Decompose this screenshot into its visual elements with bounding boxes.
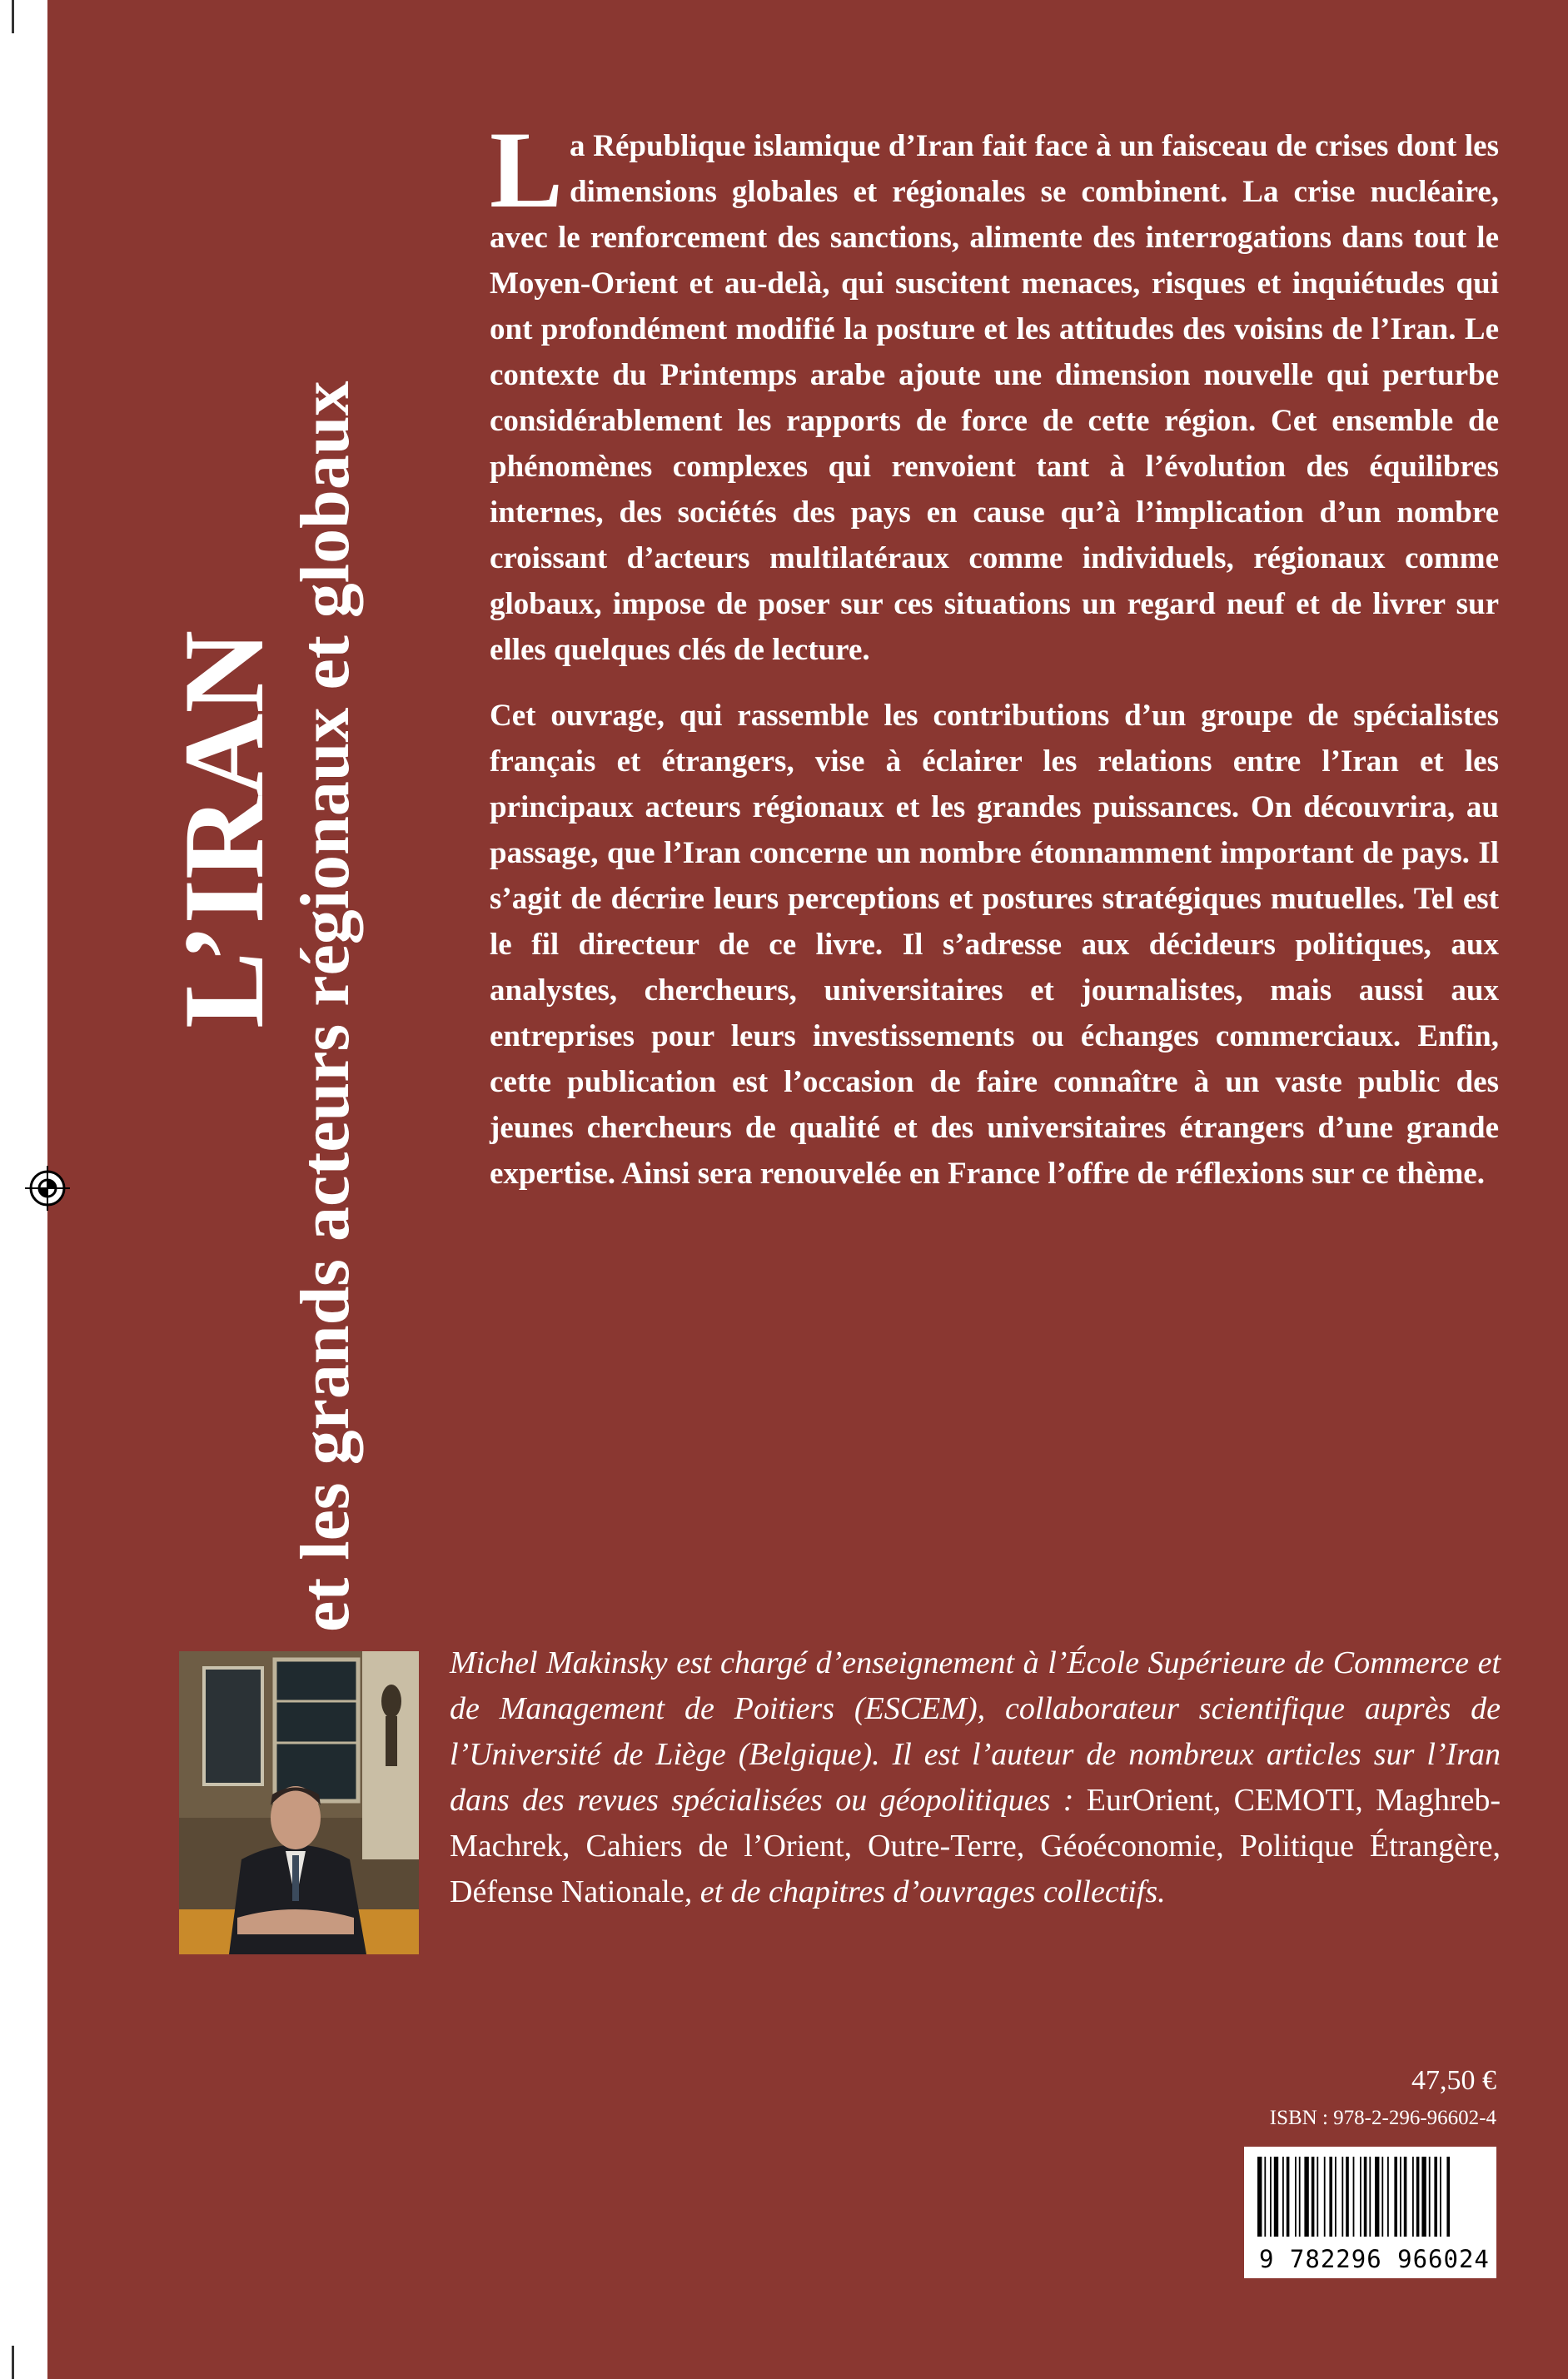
barcode-bar: [1329, 2157, 1332, 2237]
separator: ,: [1355, 1783, 1376, 1818]
barcode-bar: [1440, 2157, 1441, 2237]
barcode-bar: [1312, 2157, 1315, 2237]
publication: Cahiers de l’Orient: [585, 1829, 844, 1864]
blurb-paragraph-2: Cet ouvrage, qui rassemble les contributions d’un groupe de spécialistes français et étrangers, vise à éclairer les relations entre l’Iran et les principaux acteurs régionaux et les grandes puissances. On découvrira, au passage, que l’Iran concerne un nombre étonnamment important de pays. Il s’agit de décrire leurs perceptions et postures stratégiques mutuelles. Tel est le fil directeur de ce livre. Il s’adresse aux décideurs politiques, aux analystes, chercheurs, universitaires et journalistes, mais aussi aux entreprises pour leurs investissements ou échanges commerciaux. Enfin, cette publication est l’occasion de faire connaître à un vaste public des jeunes chercheurs de qualité et des universitaires étrangers d’une grande expertise. Ainsi sera renouvelée en France l’offre de réflexions sur ce thème.: [490, 699, 1499, 1191]
barcode-bar: [1299, 2157, 1301, 2237]
barcode-digits: 9 782296 966024: [1259, 2245, 1490, 2273]
barcode-bar: [1346, 2157, 1349, 2237]
separator: ,: [562, 1829, 586, 1864]
crop-mark: [12, 2346, 14, 2379]
separator: ,: [1212, 1783, 1234, 1818]
blurb-paragraph-1: [490, 108, 1499, 673]
barcode-bar: [1364, 2157, 1367, 2237]
author-bio-outro: , et de chapitres d’ouvrages collectifs.: [684, 1874, 1166, 1909]
barcode-bar: [1324, 2157, 1326, 2237]
barcode-bar: [1360, 2157, 1361, 2237]
barcode-bar: [1335, 2157, 1337, 2237]
barcode-bar: [1421, 2157, 1426, 2237]
author-bio-intro: Michel Makinsky est chargé d’enseignement à l’École Supérieure de Commerce et de Management de Poitiers (ESCEM), collaborateur scientifique auprès de l’Université de Liège (Belgique). Il est l’auteur de nombreux articles sur l’Iran dans des revues spécialisées ou géopolitiques :: [450, 1645, 1501, 1818]
title-subtitle: et les grands acteurs régionaux et globaux: [286, 381, 364, 1632]
barcode-bar: [1282, 2157, 1284, 2237]
barcode-bar: [1353, 2157, 1355, 2237]
publication: Géoéconomie: [1040, 1829, 1217, 1864]
separator: ,: [1216, 1829, 1240, 1864]
barcode-bar: [1317, 2157, 1318, 2237]
barcode-bar: [1434, 2157, 1437, 2237]
barcode-bar: [1270, 2157, 1272, 2237]
publication: Maghreb-Machrek: [450, 1783, 1501, 1864]
title-main: L’IRAN: [160, 630, 287, 1028]
barcode-bar: [1416, 2157, 1420, 2237]
barcode-bar: [1264, 2157, 1266, 2237]
author-photo: [179, 1651, 419, 1954]
publication: Outre-Terre: [868, 1829, 1017, 1864]
barcode-bar: [1381, 2157, 1383, 2237]
barcode-bar: [1274, 2157, 1278, 2237]
barcode-bar: [1446, 2157, 1450, 2237]
separator: ,: [1492, 1829, 1501, 1864]
barcode: [1244, 2147, 1496, 2278]
barcode-bar: [1375, 2157, 1379, 2237]
author-bio-text: [450, 1640, 1501, 1915]
publication: Défense Nationale: [450, 1874, 684, 1909]
barcode-bar: [1404, 2157, 1407, 2237]
barcode-bar: [1387, 2157, 1389, 2237]
barcode-bar: [1287, 2157, 1290, 2237]
barcode-bar: [1400, 2157, 1401, 2237]
isbn: ISBN : 978-2-296-96602-4: [1269, 2107, 1496, 2129]
blurb-paragraph-1-text: a République islamique d’Iran fait face à un faisceau de crises dont les dimensions globales et régionales se combinent. La crise nucléaire, avec le renforcement des sanctions, alimente des interrogations dans tout le Moyen-Orient et au-delà, qui suscitent menaces, risques et inquiétudes qui ont profondément modifié la posture et les attitudes des voisins de l’Iran. Le contexte du Printemps arabe ajoute une dimension nouvelle qui perturbe considérablement les rapports de force de cette région. Cet ensemble de phénomènes complexes qui renvoient tant à l’évolution des équilibres internes, des sociétés des pays en cause qu’à l’implication d’un nombre croissant d’acteurs multilatéraux comme individuels, régionaux comme globaux, impose de poser sur ces situations un regard neuf et de livrer sur elles quelques clés de lecture.: [490, 129, 1499, 667]
publication: CEMOTI: [1233, 1783, 1356, 1818]
drop-cap: L: [490, 108, 564, 231]
author-portrait: [179, 1651, 419, 1954]
barcode-bar: [1342, 2157, 1343, 2237]
barcode-bar: [1369, 2157, 1371, 2237]
registration-mark-icon: [25, 1166, 70, 1211]
blurb: [490, 108, 1499, 1197]
barcode-bar: [1295, 2157, 1297, 2237]
price: 47,50 €: [1411, 2065, 1496, 2096]
publication: Politique Étrangère: [1239, 1829, 1493, 1864]
barcode-bars: [1244, 2152, 1496, 2252]
barcode-bar: [1304, 2157, 1308, 2237]
barcode-bar: [1257, 2157, 1262, 2237]
barcode-bar: [1394, 2157, 1397, 2237]
crop-mark: [12, 0, 14, 33]
author-bio: [450, 1640, 1501, 1915]
publication: EurOrient: [1086, 1783, 1213, 1818]
barcode-bar: [1412, 2157, 1414, 2237]
separator: ,: [1016, 1829, 1041, 1864]
separator: ,: [844, 1829, 869, 1864]
barcode-bar: [1429, 2157, 1431, 2237]
